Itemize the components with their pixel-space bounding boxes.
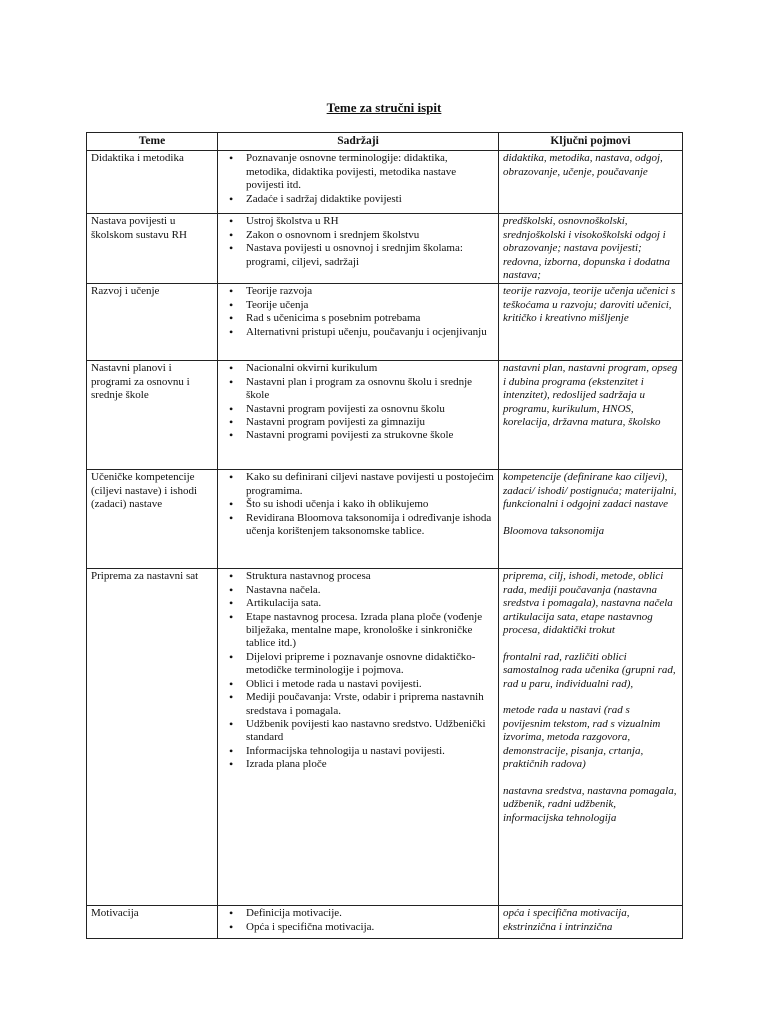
keywords-cell (499, 569, 683, 906)
content-cell (218, 214, 499, 284)
keyword-paragraph: opća i specifična motivacija, ekstrinzična i intrinzična (503, 907, 630, 933)
table-row (87, 569, 683, 906)
list-item: • Dijelovi pripreme i poznavanje osnovne didaktičko-metodičke terminologije i pojmova. (222, 651, 494, 678)
topic-cell: Razvoj i učenje (87, 284, 218, 361)
list-item: • Mediji poučavanja: Vrste, odabir i priprema nastavnih sredstava i pomagala. (222, 691, 494, 718)
list-item: • Nacionalni okvirni kurikulum (222, 362, 494, 375)
list-item: • Rad s učenicima s posebnim potrebama (222, 312, 494, 325)
content-list (222, 285, 494, 339)
keywords-cell (499, 470, 683, 569)
keyword-paragraph: didaktika, metodika, nastava, odgoj, obrazovanje, učenje, poučavanje (503, 152, 663, 178)
table-row (87, 906, 683, 939)
content-list (222, 362, 494, 442)
content-cell (218, 906, 499, 939)
table-body (87, 151, 683, 939)
list-item: • Nastavni programi povijesti za strukovne škole (222, 429, 494, 442)
table-row (87, 284, 683, 361)
list-item: • Kako su definirani ciljevi nastave povijesti u postojećim programima. (222, 471, 494, 498)
topics-table (86, 132, 683, 939)
content-list (222, 907, 494, 934)
keyword-paragraph: frontalni rad, različiti oblici samostalnog rada učenika (grupni rad, rad u paru, individualni rad), (503, 650, 676, 690)
list-item: • Artikulacija sata. (222, 597, 494, 610)
topic-cell: Nastavni planovi i programi za osnovnu i srednje škole (87, 361, 218, 470)
list-item: • Zadaće i sadržaj didaktike povijesti (222, 193, 494, 206)
list-item: • Alternativni pristupi učenju, poučavanju i ocjenjivanju (222, 326, 494, 339)
content-cell (218, 151, 499, 214)
keyword-paragraph (503, 691, 678, 704)
table-row (87, 214, 683, 284)
list-item: • Oblici i metode rada u nastavi povijesti. (222, 678, 494, 691)
keyword-paragraph (503, 512, 678, 525)
list-item: • Etape nastavnog procesa. Izrada plana ploče (vođenje bilježaka, mentalne mape, kronološke i sinkroničke tablice itd.) (222, 611, 494, 651)
list-item: • Zakon o osnovnom i srednjem školstvu (222, 229, 494, 242)
keyword-paragraph: priprema, cilj, ishodi, metode, oblici rada, mediji poučavanja (nastavna sredstva i pomagala), nastavna načela (503, 570, 673, 610)
keywords-cell (499, 361, 683, 470)
keyword-paragraph: metode rada u nastavi (rad s povijesnim tekstom, rad s vizualnim izvorima, metoda razgovora, demonstracije, pisanja, crtanja, praktičnih radova) (503, 704, 661, 771)
keyword-paragraph: nastavni plan, nastavni program, opseg i dubina programa (ekstenzitet i intenzitet), redoslijed sadržaja u programu, kurikulum, HNOS, korelacija, državna matura, školsko (503, 362, 678, 429)
content-cell (218, 284, 499, 361)
content-list (222, 471, 494, 538)
list-item: • Nastavna načela. (222, 584, 494, 597)
list-item: • Nastavni program povijesti za gimnaziju (222, 416, 494, 429)
list-item: • Izrada plana ploče (222, 758, 494, 771)
header-teme: Teme (87, 133, 218, 151)
list-item: • Teorije učenja (222, 299, 494, 312)
table-row (87, 361, 683, 470)
table-row (87, 151, 683, 214)
content-cell (218, 361, 499, 470)
keywords-cell (499, 151, 683, 214)
list-item: • Teorije razvoja (222, 285, 494, 298)
list-item: • Udžbenik povijesti kao nastavno sredstvo. Udžbenički standard (222, 718, 494, 745)
header-row (87, 133, 683, 151)
list-item: • Definicija motivacije. (222, 907, 494, 920)
topic-cell: Didaktika i metodika (87, 151, 218, 214)
list-item: • Nastavni program povijesti za osnovnu školu (222, 403, 494, 416)
list-item: • Struktura nastavnog procesa (222, 570, 494, 583)
header-pojmovi: Ključni pojmovi (499, 133, 683, 151)
keyword-paragraph: teorije razvoja, teorije učenja učenici s teškoćama u razvoju; daroviti učenici, kritičko i kreativno mišljenje (503, 285, 676, 325)
keyword-paragraph: kompetencije (definirane kao ciljevi), zadaci/ ishodi/ postignuća; materijalni, funkcionalni i odgojni zadaci nastave (503, 471, 677, 511)
keywords-cell (499, 214, 683, 284)
header-sadrzaji: Sadržaji (218, 133, 499, 151)
keyword-paragraph (503, 637, 678, 650)
keyword-paragraph: predškolski, osnovnoškolski, srednjoškolski i visokoškolski odgoj i obrazovanje; nastava povijesti; redovna, izborna, dopunska i dodatna nastava; (503, 215, 671, 282)
list-item: • Revidirana Bloomova taksonomija i određivanje ishoda učenja korištenjem taksonomske tablice. (222, 512, 494, 539)
list-item: • Nastavni plan i program za osnovnu školu i srednje škole (222, 376, 494, 403)
list-item: • Što su ishodi učenja i kako ih oblikujemo (222, 498, 494, 511)
list-item: • Poznavanje osnovne terminologije: didaktika, metodika, didaktika povijesti, metodika nastave povijesti itd. (222, 152, 494, 192)
list-item: • Nastava povijesti u osnovnoj i srednjim školama: programi, ciljevi, sadržaji (222, 242, 494, 269)
topic-cell: Učeničke kompetencije (ciljevi nastave) i ishodi (zadaci) nastave (87, 470, 218, 569)
table-row (87, 470, 683, 569)
content-cell (218, 470, 499, 569)
content-cell (218, 569, 499, 906)
topic-cell: Priprema za nastavni sat (87, 569, 218, 906)
list-item: • Informacijska tehnologija u nastavi povijesti. (222, 745, 494, 758)
list-item: • Opća i specifična motivacija. (222, 921, 494, 934)
keyword-paragraph: Bloomova taksonomija (503, 525, 605, 538)
keyword-paragraph: nastavna sredstva, nastavna pomagala, udžbenik, radni udžbenik, informacijska tehnologija (503, 784, 677, 824)
content-list (222, 570, 494, 771)
content-list (222, 152, 494, 206)
content-list (222, 215, 494, 269)
document-title: Teme za stručni ispit (326, 100, 442, 115)
keywords-cell (499, 284, 683, 361)
topic-cell: Motivacija (87, 906, 218, 939)
keywords-cell (499, 906, 683, 939)
topic-cell: Nastava povijesti u školskom sustavu RH (87, 214, 218, 284)
keyword-paragraph: artikulacija sata, etape nastavnog procesa, didaktički trokut (503, 610, 653, 637)
keyword-paragraph (503, 772, 678, 785)
list-item: • Ustroj školstva u RH (222, 215, 494, 228)
